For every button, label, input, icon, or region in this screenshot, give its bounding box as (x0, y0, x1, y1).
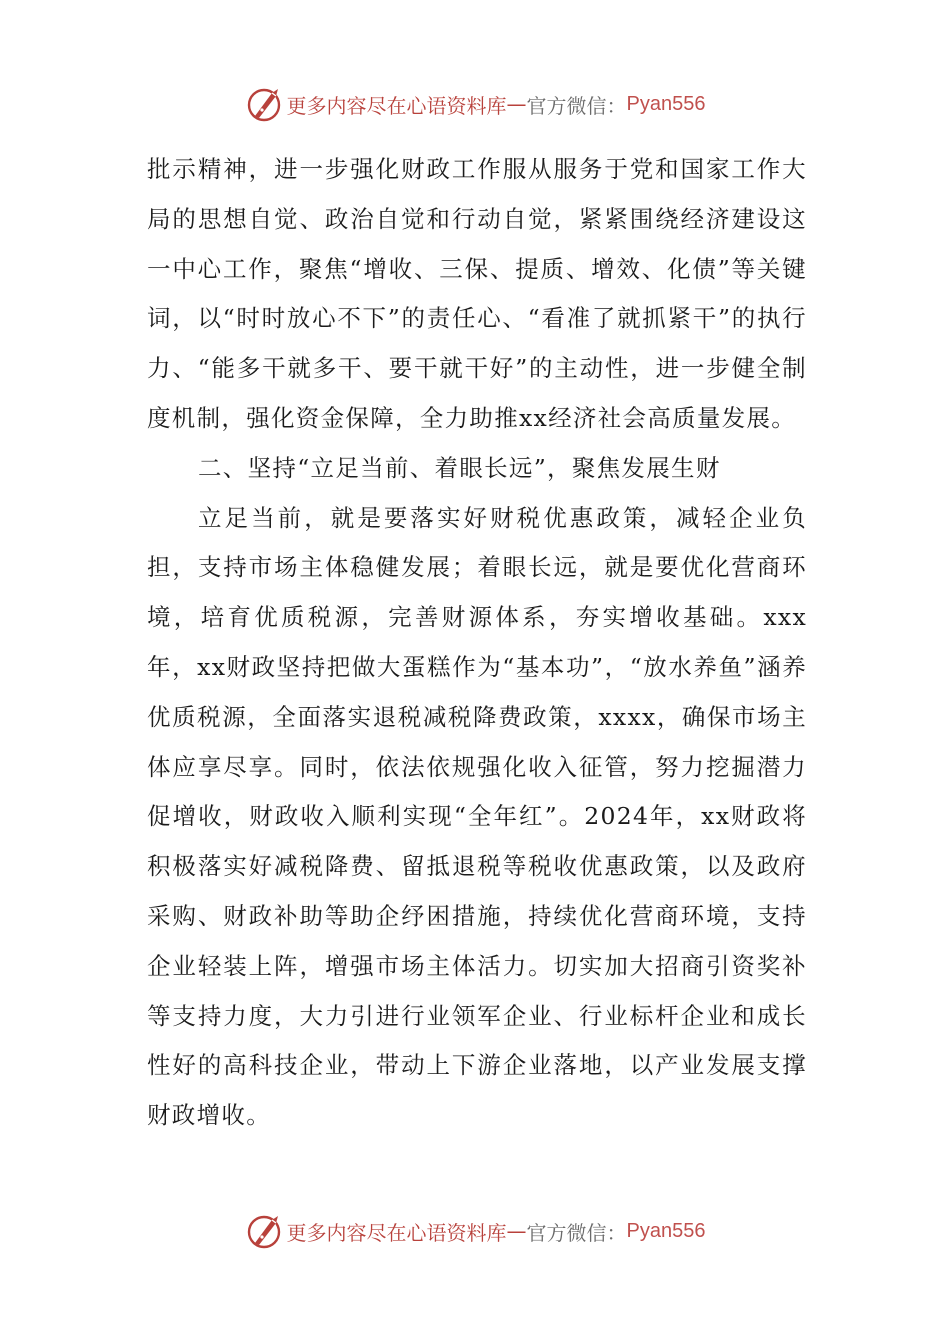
banner-wechat-label: 官方微信： (526, 1220, 627, 1245)
paragraph-continuation: 批示精神，进一步强化财政工作服从服务于党和国家工作大局的思想自觉、政治自觉和行动自觉，紧紧围绕经济建设这一中心工作，聚焦“增收、三保、提质、增效、化债”等关键词，以“时时放心不下”的责任心、“看准了就抓紧干”的执行力、“能多干就多干、要干就干好”的主动性，进一步健全制度机制，强化资金保障，全力助推xx经济社会高质量发展。 (147, 155, 807, 432)
pen-nib-logo-icon (245, 84, 285, 124)
banner-separator: — (506, 92, 527, 116)
banner-wechat-id: Pyan556 (626, 92, 706, 115)
section-heading: 二、坚持“立足当前、着眼长远”，聚焦发展生财 (198, 453, 721, 482)
banner-text: 更多内容尽在心语资料库 (286, 1220, 507, 1245)
document-body (147, 145, 807, 1141)
paragraph-body: 立足当前，就是要落实好财税优惠政策，减轻企业负担，支持市场主体稳健发展；着眼长远，就是要优化营商环境，培育优质税源，完善财源体系，夯实增收基础。xxx年，xx财政坚持把做大蛋糕作为“基本功”，“放水养鱼”涵养优质税源，全面落实退税减税降费政策，xxxx，确保市场主体应享尽享。同时，依法依规强化收入征管，努力挖掘潜力促增收，财政收入顺利实现“全年红”。2024年，xx财政将积极落实好减税降费、留抵退税等税收优惠政策，以及政府采购、财政补助等助企纾困措施，持续优化营商环境，支持企业轻装上阵，增强市场主体活力。切实加大招商引资奖补等支持力度，大力引进行业领军企业、行业标杆企业和成长性好的高科技企业，带动上下游企业落地，以产业发展支撑财政增收。 (147, 503, 807, 1130)
banner-wechat-id: Pyan556 (626, 1219, 706, 1242)
banner-separator: — (506, 1219, 527, 1243)
header-banner (0, 82, 950, 126)
banner-wechat-label: 官方微信： (526, 93, 627, 118)
banner-text: 更多内容尽在心语资料库 (286, 93, 507, 118)
pen-nib-logo-icon (245, 1211, 285, 1251)
footer-banner (0, 1209, 950, 1253)
